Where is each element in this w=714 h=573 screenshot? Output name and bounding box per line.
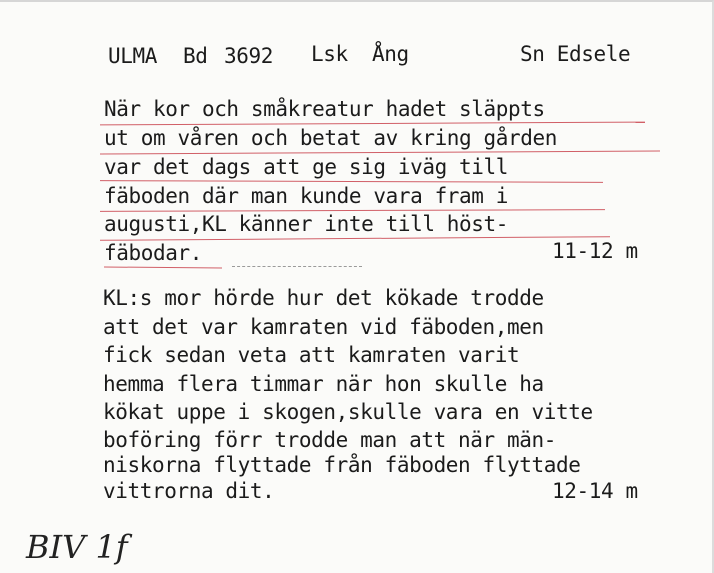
underline-mark (100, 236, 610, 241)
text-line: att det var kamraten vid fäboden,men (103, 315, 544, 339)
volume-label: Bd (183, 44, 208, 68)
province-code: Ång (372, 42, 409, 66)
underline-mark (100, 122, 645, 126)
text-line: fäbodar. (104, 241, 202, 265)
underline-mark (100, 180, 603, 183)
dotted-trail (232, 266, 362, 267)
text-line: hemma flera timmar när hon skulle ha (103, 372, 544, 396)
record-number: 3692 (224, 44, 273, 68)
underline-mark (100, 151, 660, 155)
archive-name: ULMA (108, 44, 157, 68)
handwritten-classification: BIV 1f (26, 528, 128, 566)
parish-name: Sn Edsele (520, 42, 631, 66)
district-code: Lsk (311, 42, 348, 66)
text-line: augusti,KL känner inte till höst- (104, 212, 509, 236)
text-line: fick sedan veta att kamraten varit (103, 343, 520, 367)
reference-note: 12-14 m (552, 479, 638, 503)
underline-mark (104, 266, 222, 268)
text-line: KL:s mor hörde hur det kökade trodde (103, 286, 544, 310)
text-line: boföring förr trodde man att när män- (103, 428, 556, 452)
text-line: var det dags att ge sig iväg till (104, 155, 509, 179)
text-line: niskorna flyttade från fäboden flyttade (103, 453, 581, 477)
text-line: vittrorna dit. (103, 479, 275, 503)
reference-note: 11-12 m (552, 239, 638, 263)
text-line: fäboden där man kunde vara fram i (104, 184, 509, 208)
text-line: När kor och småkreatur hadet släppts (104, 97, 545, 121)
text-line: ut om våren och betat av kring gården (104, 126, 557, 150)
text-line: kökat uppe i skogen,skulle vara en vitte (103, 400, 593, 424)
